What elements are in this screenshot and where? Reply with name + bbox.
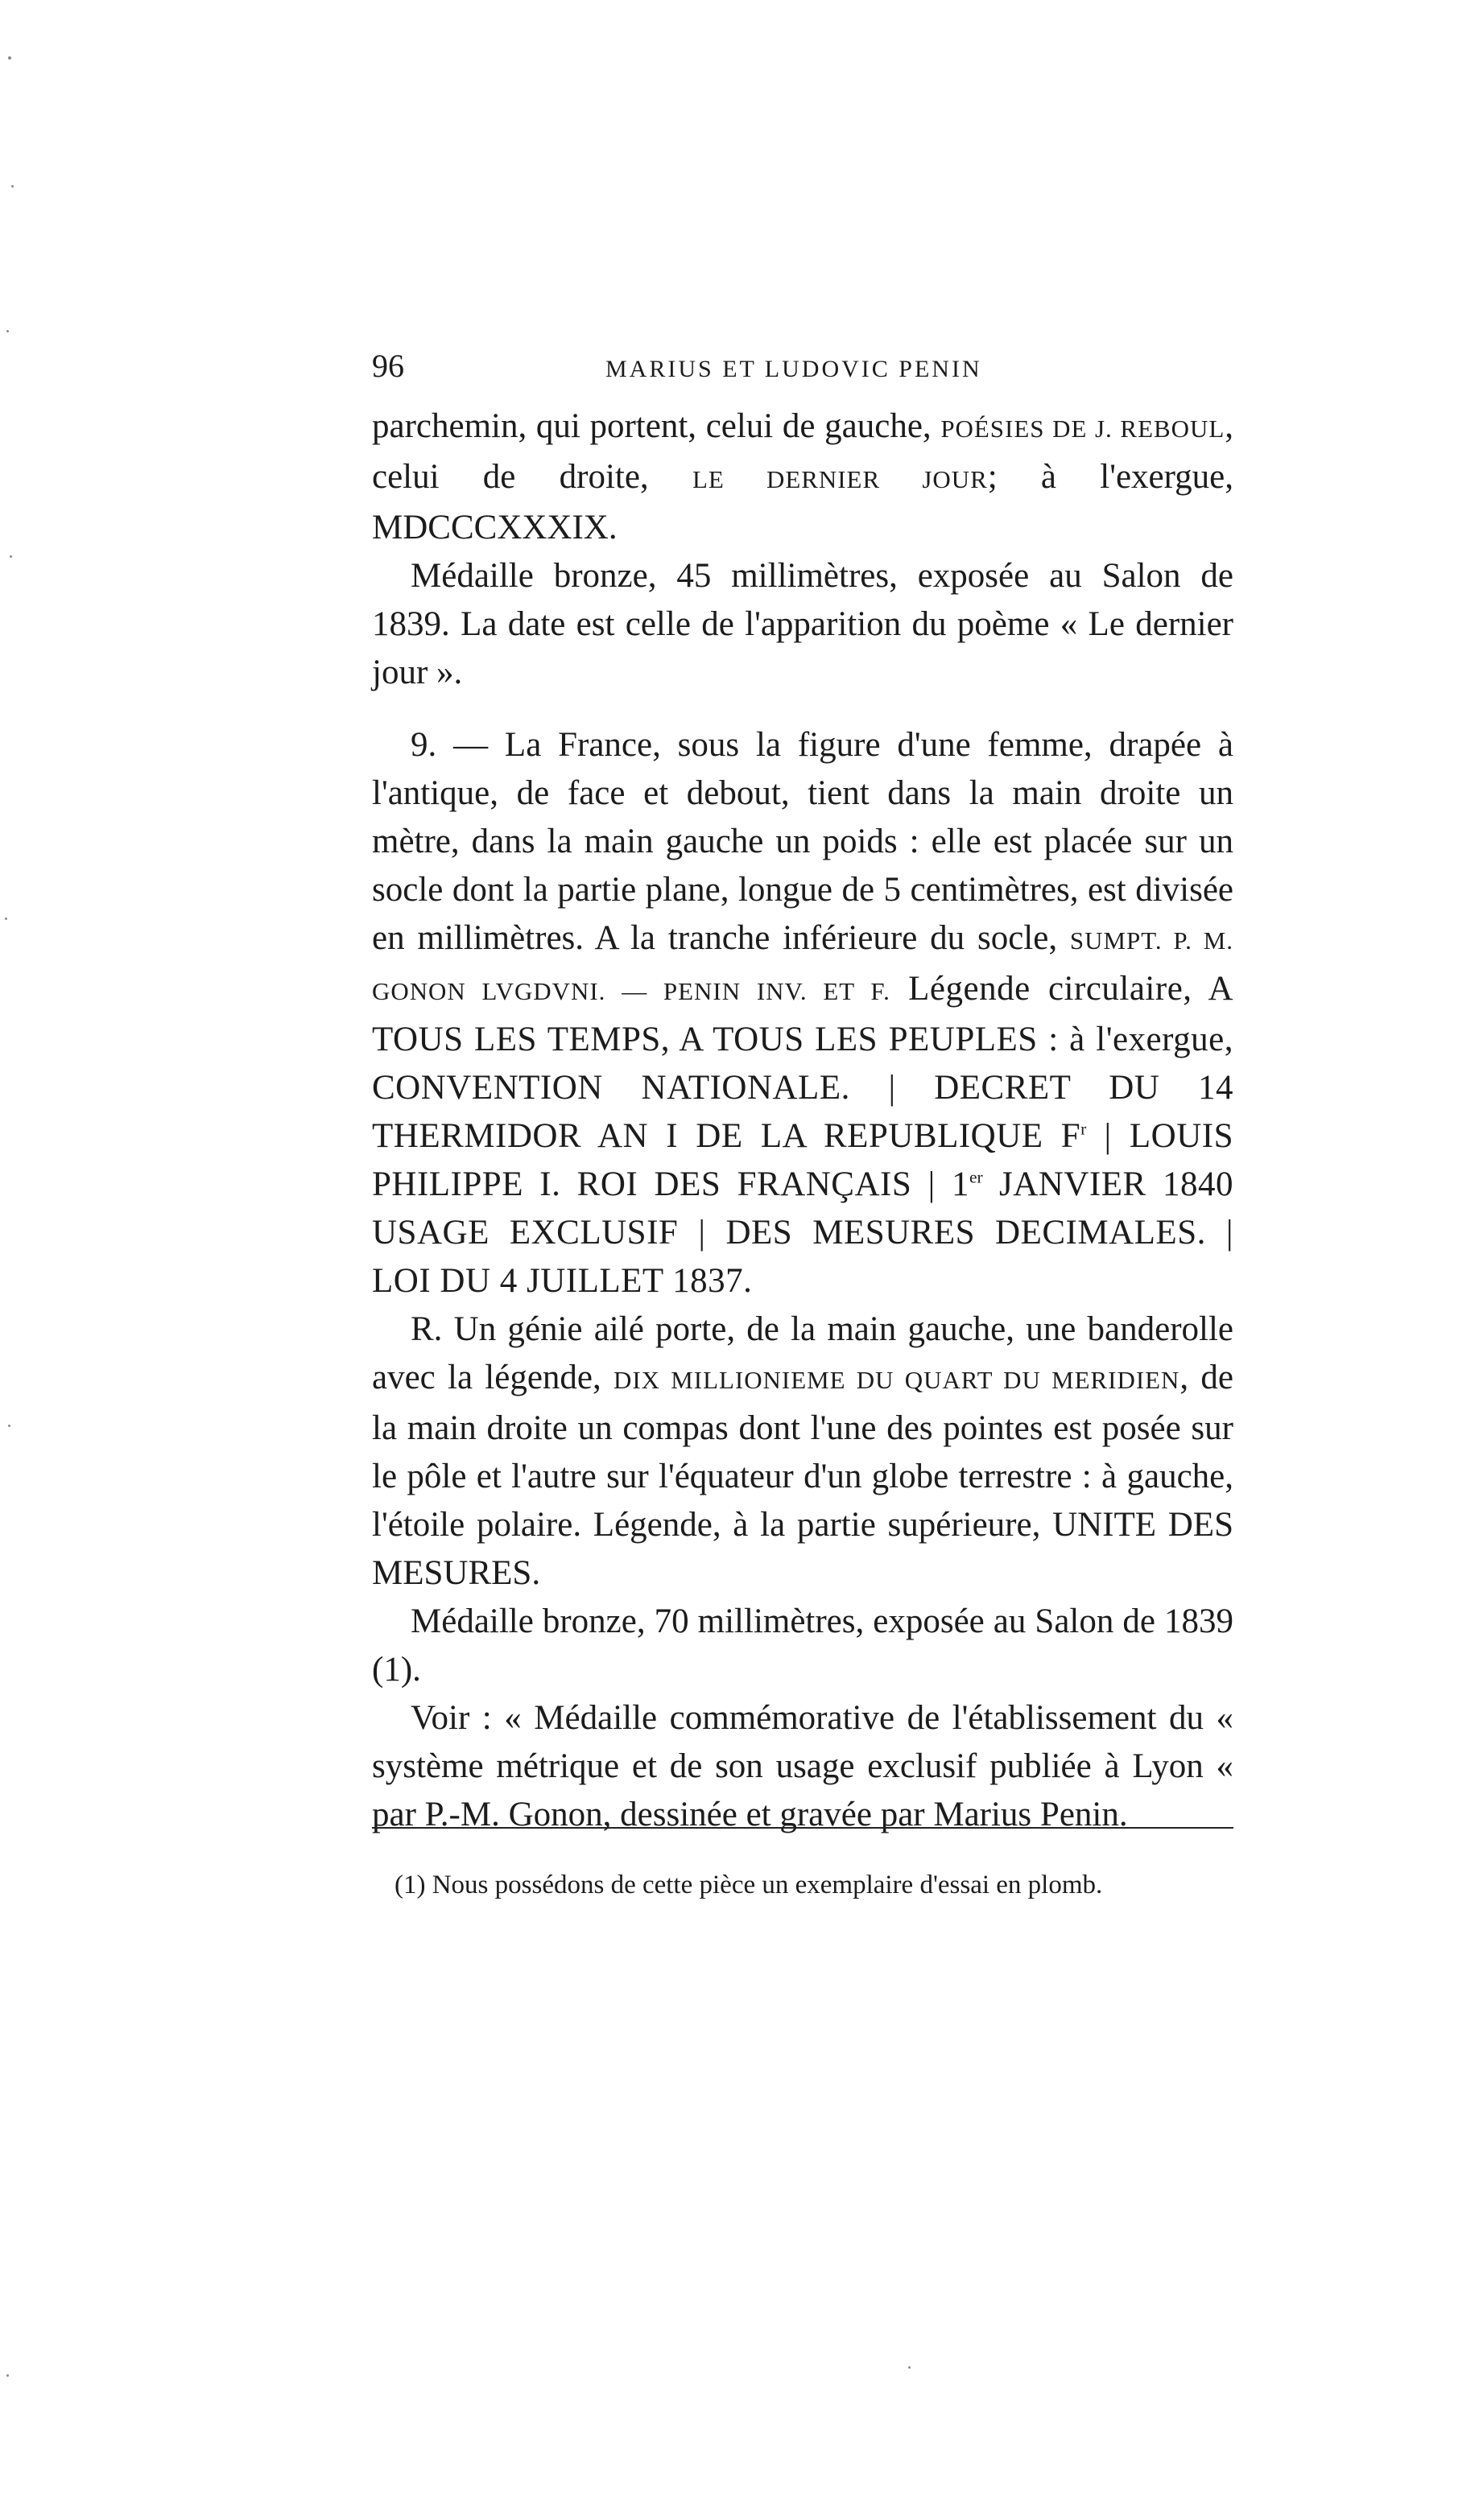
small-caps-inscription: SUMPT. P. M. GONON LVGDVNI. — PENIN INV. ET F. bbox=[372, 926, 1233, 1005]
scan-speck bbox=[6, 2374, 9, 2377]
paragraph-text: ; à l'exergue, MDCCCXXXIX. bbox=[372, 458, 1233, 546]
running-head bbox=[372, 342, 1233, 390]
paragraph-medal-description bbox=[372, 552, 1233, 697]
paragraph-text: Légende circulaire, A TOUS LES TEMPS, A TOUS LES PEUPLES : à l'exergue, CONVENTION NATIONALE. | DECRET DU 14 THERMIDOR AN I DE LA REPUBLIQUE F bbox=[372, 970, 1234, 1155]
footnote-rule bbox=[372, 1827, 1233, 1829]
footnote-text: (1) Nous possédons de cette pièce un exemplaire d'essai en plomb. bbox=[395, 1870, 1103, 1899]
paragraph-text: | LOUIS PHILIPPE I. ROI DES FRANÇAIS | 1 bbox=[372, 1117, 1233, 1203]
page-number: 96 bbox=[372, 348, 404, 384]
scan-speck bbox=[11, 185, 14, 188]
paragraph-text: 9. — La France, sous la figure d'une femme, drapée à l'antique, de face et debout, tient dans la main droite un mètre, dans la main gauche un poids : elle est placée sur un socle dont la partie plane, longue de 5 centimètres, est divisée en millimètres. A la tranche inférieure du socle, bbox=[372, 726, 1233, 957]
paragraph-text: , de la main droite un compas dont l'une des pointes est posée sur le pôle et l'autre sur l'équateur d'un globe terrestre : à gauche, l'étoile polaire. Légende, à la partie supérieure, UNITE DES MESURES. bbox=[372, 1359, 1234, 1592]
scan-speck bbox=[908, 2366, 911, 2369]
running-title: MARIUS ET LUDOVIC PENIN bbox=[605, 356, 982, 382]
scan-speck bbox=[8, 1425, 10, 1427]
paragraph-text: Médaille bronze, 70 millimètres, exposée au Salon de 1839 (1). bbox=[372, 1602, 1233, 1689]
paragraph-text: Voir : « Médaille commémorative de l'établissement du « système métrique et de son usage exclusif publiée à Lyon « par P.-M. Gonon, dessinée et gravée par Marius Penin. bbox=[372, 1699, 1233, 1833]
paragraph-text: JANVIER 1840 USAGE EXCLUSIF | DES MESURES DECIMALES. | LOI DU 4 JUILLET 1837. bbox=[372, 1165, 1233, 1300]
small-caps-inscription: DIX MILLIONIEME DU QUART DU MERIDIEN bbox=[613, 1366, 1180, 1394]
scan-speck bbox=[8, 56, 11, 60]
superscript: er bbox=[969, 1167, 983, 1187]
paragraph-medal-description bbox=[372, 1598, 1233, 1694]
paragraph-text: , celui de droite, bbox=[372, 407, 1233, 496]
paragraph-medal-reverse-continued bbox=[372, 402, 1233, 552]
small-caps-inscription: LE DERNIER JOUR bbox=[692, 465, 988, 493]
scan-speck bbox=[5, 918, 7, 920]
body-text bbox=[372, 402, 1233, 1839]
footnote bbox=[395, 1865, 1240, 1905]
scan-speck bbox=[6, 330, 9, 332]
paragraph-reverse bbox=[372, 1305, 1233, 1598]
paragraph-text: R. Un génie ailé porte, de la main gauche, une banderolle avec la légende, bbox=[372, 1310, 1233, 1396]
superscript: r bbox=[1080, 1119, 1087, 1139]
paragraph-reference bbox=[372, 1694, 1233, 1839]
paragraph-text: parchemin, qui portent, celui de gauche, bbox=[372, 407, 941, 445]
paragraph-text: Médaille bronze, 45 millimètres, exposée au Salon de 1839. La date est celle de l'apparition du poème « Le dernier jour ». bbox=[372, 557, 1233, 691]
scan-speck bbox=[10, 555, 12, 558]
small-caps-inscription: POÉSIES DE J. REBOUL bbox=[940, 415, 1225, 443]
paragraph-item-9 bbox=[372, 721, 1233, 1305]
